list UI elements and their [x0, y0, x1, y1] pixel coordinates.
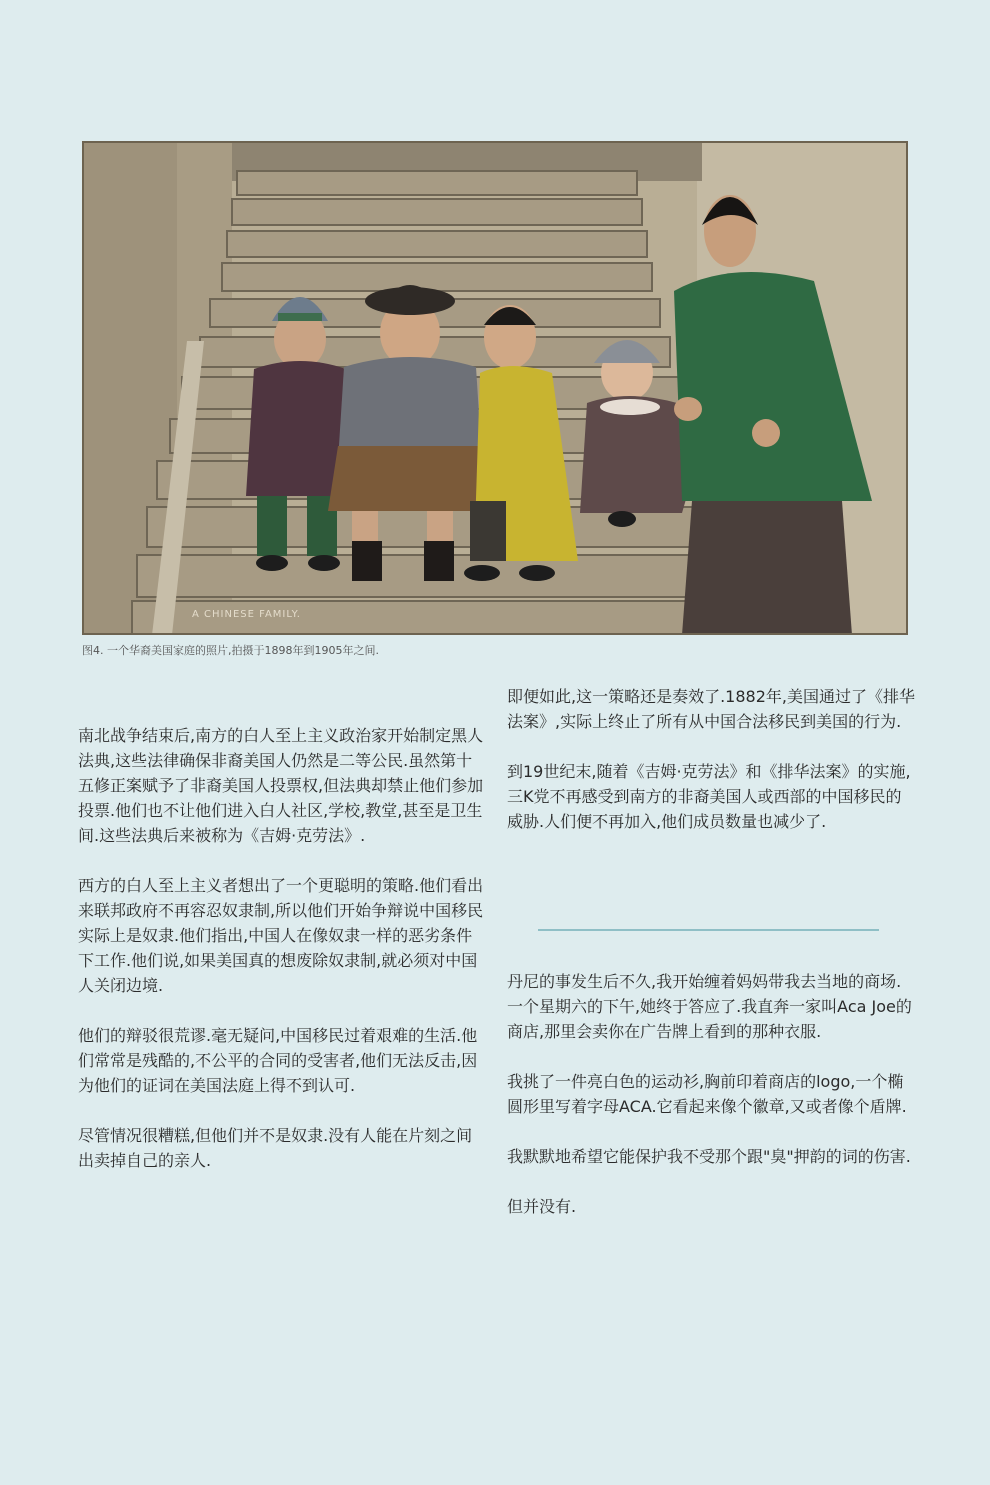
paragraph: 我默默地希望它能保护我不受那个跟"臭"押韵的词的伤害. — [507, 1147, 911, 1166]
right-column-bottom — [507, 969, 917, 1244]
left-column — [78, 723, 486, 1198]
paragraph: 西方的白人至上主义者想出了一个更聪明的策略.他们看出来联邦政府不再容忍奴隶制,所以他们开始争辩说中国移民实际上是奴隶.他们指出,中国人在像奴隶一样的恶劣条件下工作.他们说,如果美国真的想废除奴隶制,就必须对中国人关闭边境. — [78, 876, 484, 995]
right-column-top — [507, 684, 917, 859]
figure-caption: 图4. 一个华裔美国家庭的照片,拍摄于1898年到1905年之间. — [82, 644, 379, 657]
paragraph: 到19世纪末,随着《吉姆·克劳法》和《排华法案》的实施,三K党不再感受到南方的非裔美国人或西部的中国移民的威胁.人们便不再加入,他们成员数量也减少了. — [507, 762, 911, 831]
paragraph: 但并没有. — [507, 1197, 577, 1216]
paragraph: 尽管情况很糟糕,但他们并不是奴隶.没有人能在片刻之间出卖掉自己的亲人. — [78, 1126, 473, 1170]
section-divider — [538, 929, 879, 931]
paragraph: 他们的辩驳很荒谬.毫无疑问,中国移民过着艰难的生活.他们常常是残酷的,不公平的合同的受害者,他们无法反击,因为他们的证词在美国法庭上得不到认可. — [78, 1026, 478, 1095]
paragraph: 南北战争结束后,南方的白人至上主义政治家开始制定黑人法典,这些法律确保非裔美国人仍然是二等公民.虽然第十五修正案赋予了非裔美国人投票权,但法典却禁止他们参加投票.他们也不让他们进入白人社区,学校,教堂,甚至是卫生间.这些法典后来被称为《吉姆·克劳法》. — [78, 726, 484, 845]
family-photo — [82, 141, 908, 635]
paragraph: 丹尼的事发生后不久,我开始缠着妈妈带我去当地的商场.一个星期六的下午,她终于答应了.我直奔一家叫Aca Joe的商店,那里会卖你在广告牌上看到的那种衣服. — [507, 972, 912, 1041]
paragraph: 我挑了一件亮白色的运动衫,胸前印着商店的logo,一个椭圆形里写着字母ACA.它看起来像个徽章,又或者像个盾牌. — [507, 1072, 907, 1116]
photo-inscription: A CHINESE FAMILY. — [192, 609, 301, 620]
paragraph: 即便如此,这一策略还是奏效了.1882年,美国通过了《排华法案》,实际上终止了所有从中国合法移民到美国的行为. — [507, 687, 915, 731]
